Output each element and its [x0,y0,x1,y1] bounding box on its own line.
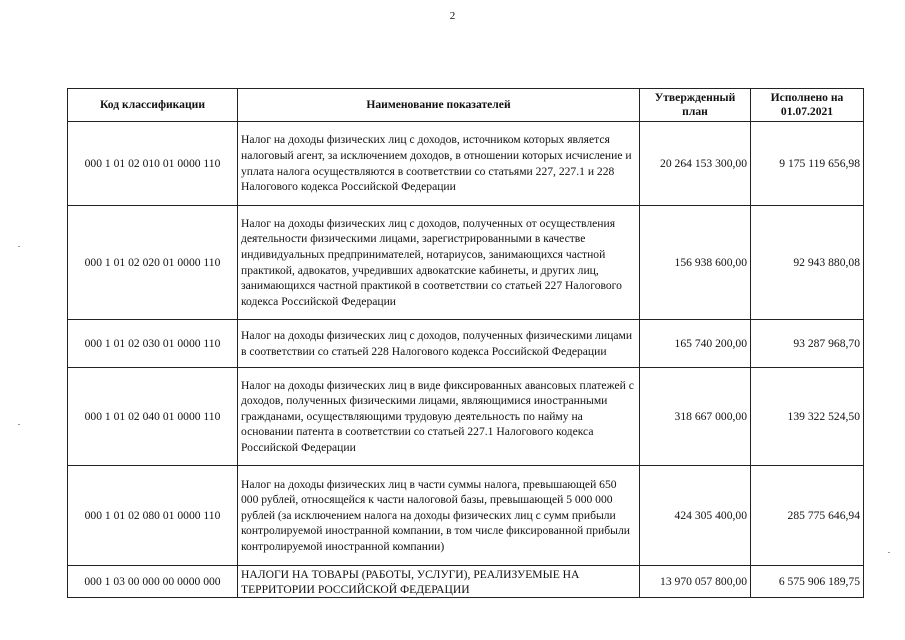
classification-code: 000 1 01 02 080 01 0000 110 [68,466,238,566]
indicator-name: Налог на доходы физических лиц в части суммы налога, превышающей 650 000 рублей, относящейся к части налоговой базы, превышающей 5 000 000 рублей (за исключением налога на доходы физических лиц с сумм прибыли контролируемой иностранной компании, в том числе фиксированной прибыли контролируемой иностранной компании) [238,466,640,566]
classification-code: 000 1 01 02 010 01 0000 110 [68,122,238,206]
table-row [68,566,864,598]
header-executed: Исполнено на 01.07.2021 [751,89,864,122]
classification-code: 000 1 03 00 000 00 0000 000 [68,566,238,598]
approved-plan-value: 13 970 057 800,00 [640,566,751,598]
classification-code: 000 1 01 02 030 01 0000 110 [68,320,238,368]
approved-plan-value: 424 305 400,00 [640,466,751,566]
classification-code: 000 1 01 02 040 01 0000 110 [68,368,238,466]
approved-plan-value: 156 938 600,00 [640,206,751,320]
table-row [68,368,864,466]
table-row [68,320,864,368]
executed-value: 285 775 646,94 [751,466,864,566]
table-row [68,122,864,206]
indicator-name: Налог на доходы физических лиц в виде фиксированных авансовых платежей с доходов, полученных физическими лицами, являющимися иностранными гражданами, осуществляющими трудовую деятельность по найму на основании патента в соответствии со статьей 227.1 Налогового кодекса Российской Федерации [238,368,640,466]
scan-artifact [18,424,20,425]
indicator-name: Налог на доходы физических лиц с доходов, полученных от осуществления деятельности физическими лицами, зарегистрированными в качестве индивидуальных предпринимателей, нотариусов, занимающихся частной практикой, адвокатов, учредивших адвокатские кабинеты, и других лиц, занимающихся частной практикой в соответствии со статьей 227 Налогового кодекса Российской Федерации [238,206,640,320]
indicator-name: Налог на доходы физических лиц с доходов, источником которых является налоговый агент, за исключением доходов, в отношении которых исчисление и уплата налога осуществляются в соответствии со статьями 227, 227.1 и 228 Налогового кодекса Российской Федерации [238,122,640,206]
table-header-row [68,89,864,122]
classification-code: 000 1 01 02 020 01 0000 110 [68,206,238,320]
approved-plan-value: 20 264 153 300,00 [640,122,751,206]
table-row [68,466,864,566]
indicator-name: НАЛОГИ НА ТОВАРЫ (РАБОТЫ, УСЛУГИ), РЕАЛИЗУЕМЫЕ НА ТЕРРИТОРИИ РОССИЙСКОЙ ФЕДЕРАЦИИ [238,566,640,598]
header-plan: Утвержденный план [640,89,751,122]
table-row [68,206,864,320]
approved-plan-value: 318 667 000,00 [640,368,751,466]
approved-plan-value: 165 740 200,00 [640,320,751,368]
scan-artifact [888,552,890,553]
scan-artifact [18,246,20,247]
executed-value: 92 943 880,08 [751,206,864,320]
header-code: Код классификации [68,89,238,122]
header-name: Наименование показателей [238,89,640,122]
executed-value: 139 322 524,50 [751,368,864,466]
indicator-name: Налог на доходы физических лиц с доходов, полученных физическими лицами в соответствии со статьей 228 Налогового кодекса Российской Федерации [238,320,640,368]
page-number: 2 [449,10,456,22]
budget-table [67,88,864,598]
executed-value: 93 287 968,70 [751,320,864,368]
executed-value: 9 175 119 656,98 [751,122,864,206]
executed-value: 6 575 906 189,75 [751,566,864,598]
